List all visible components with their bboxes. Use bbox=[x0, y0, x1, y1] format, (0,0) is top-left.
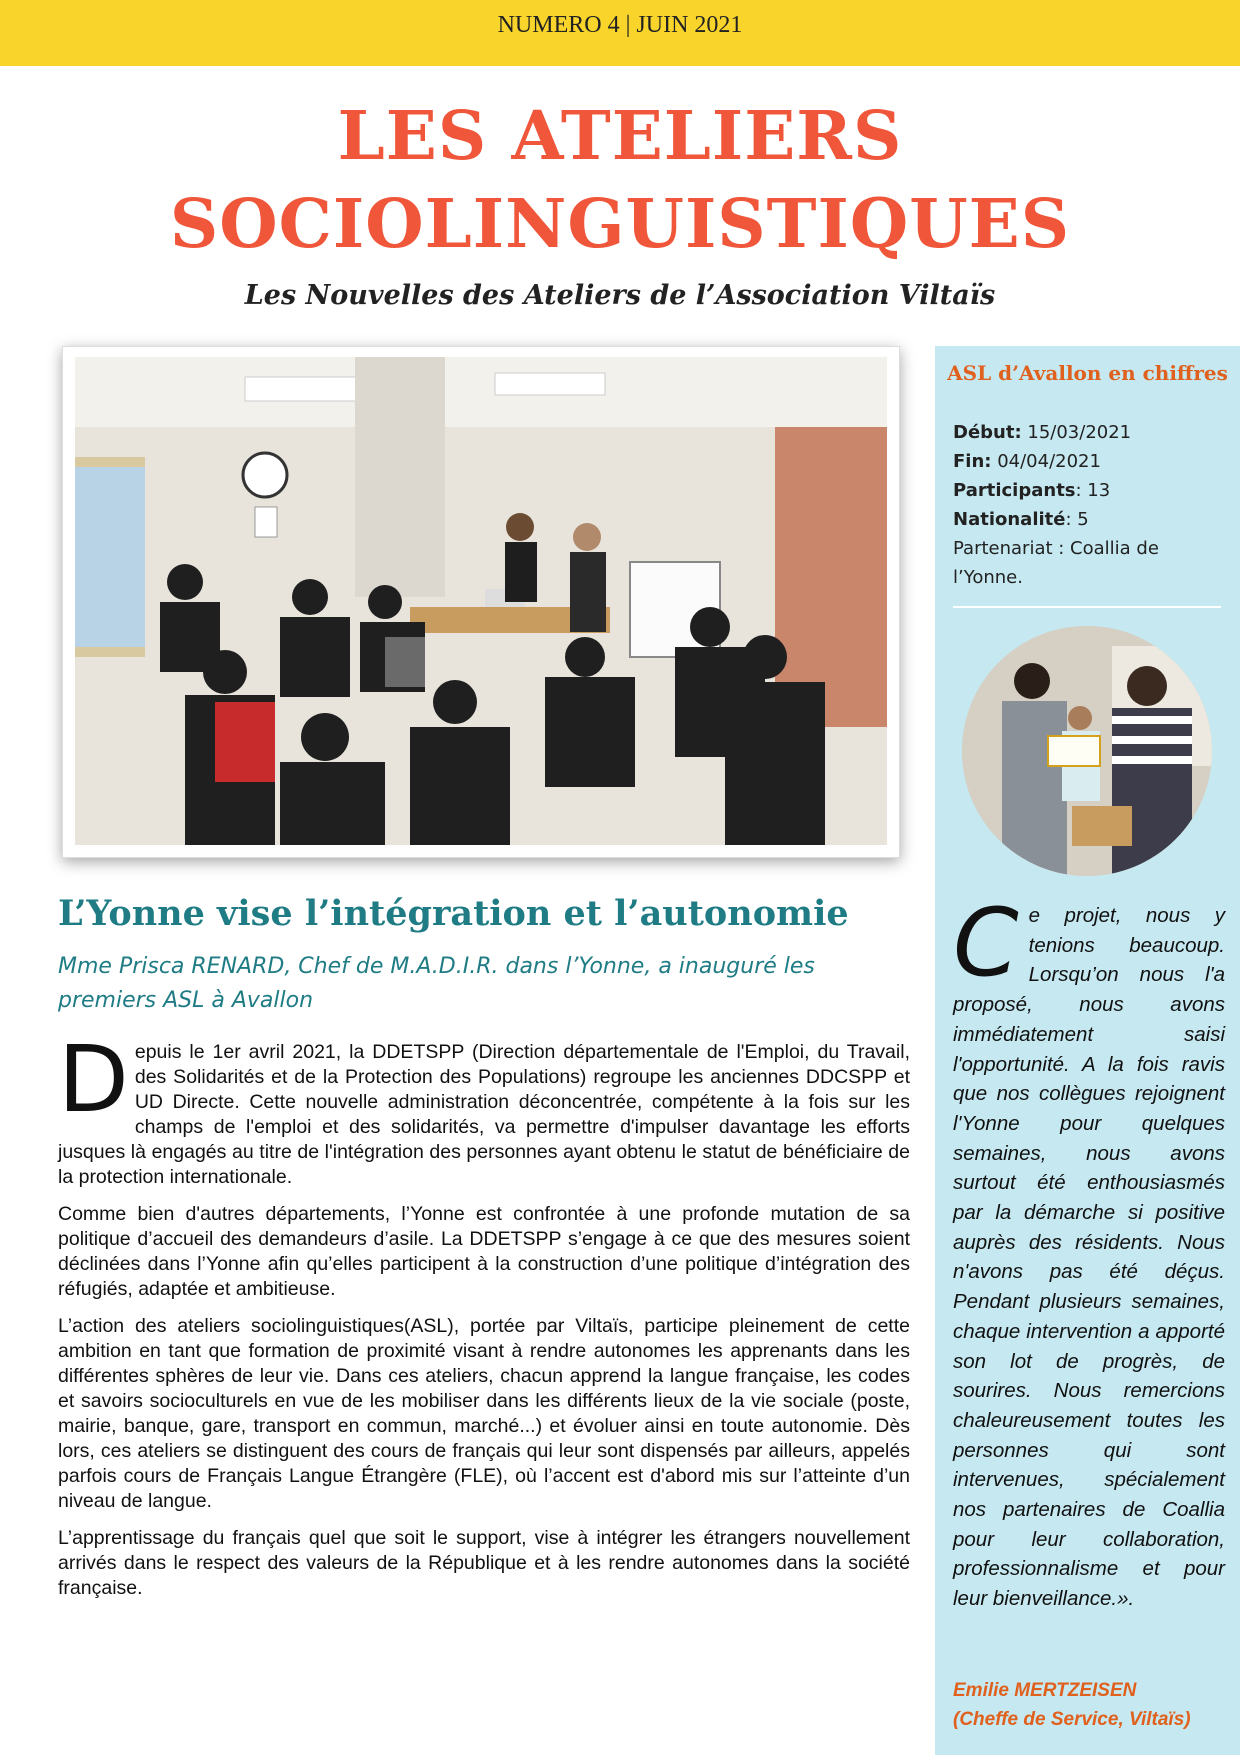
certificate-photo bbox=[962, 626, 1212, 876]
fact-value: 04/04/2021 bbox=[991, 451, 1101, 472]
quote-text: e projet, nous y tenions beaucoup. Lorsqu’on nous l'a proposé, nous avons immédiatement saisi l'opportunité. A la fois ravis que nos collègues rejoignent l'Yonne pour quelques semaines, nous avons surtout été enthousiasmés par la démarche si positive auprès des résidents. Nous n'avons pas été déçus. Pendant plusieurs semaines, chaque intervention a apporté son lot de progrès, de sourires. Nous remercions chaleureusement toutes les personnes qui sont intervenues, spécialement nos partenaires de Coallia pour leur collaboration, professionnalisme et pour leur bienveillance.». bbox=[953, 904, 1225, 1611]
quote-signature bbox=[953, 1676, 1233, 1734]
page-subtitle: Les Nouvelles des Ateliers de l’Association Viltaïs bbox=[244, 280, 996, 311]
article-headline: L’Yonne vise l’intégration et l’autonomie bbox=[58, 893, 849, 934]
certificate-illustration bbox=[962, 626, 1212, 876]
fact-participants bbox=[953, 476, 1223, 505]
sidebar bbox=[935, 346, 1240, 1755]
testimonial-quote bbox=[953, 889, 1225, 1614]
fact-label: Nationalité bbox=[953, 509, 1066, 530]
classroom-illustration bbox=[75, 357, 887, 845]
issue-label: NUMERO 4 | JUIN 2021 bbox=[497, 12, 743, 38]
sidebar-title: ASL d’Avallon en chiffres bbox=[947, 361, 1228, 385]
title-line-1: LES ATELIERS bbox=[337, 96, 903, 175]
signer-name: Emilie MERTZEISEN bbox=[953, 1680, 1137, 1701]
fact-value: : 5 bbox=[1065, 509, 1089, 530]
paragraph: L’apprentissage du français quel que soit le support, vise à intégrer les étrangers nouvellement arrivés dans le respect des valeurs de la République et à les rendre autonomes dans la société française. bbox=[58, 1527, 910, 1599]
fact-nationality bbox=[953, 505, 1223, 534]
issue-banner bbox=[0, 0, 1240, 66]
paragraph: Comme bien d'autres départements, l’Yonne est confrontée à une profonde mutation de sa politique d’accueil des demandeurs d’asile. La DDETSPP s’engage à ce que des mesures soient déclinées dans l’Yonne afin qu’elles participent à la construction d’une politique d’intégration des réfugiés, adaptée et ambitieuse. bbox=[58, 1203, 910, 1300]
facts-list bbox=[953, 418, 1223, 592]
drop-cap: D bbox=[58, 1026, 129, 1133]
fact-label: Fin: bbox=[953, 451, 992, 472]
fact-start bbox=[953, 418, 1223, 447]
fact-partnership: Partenariat : Coallia de l’Yonne. bbox=[953, 538, 1159, 588]
paragraph-text: epuis le 1er avril 2021, la DDETSPP (Direction départementale de l'Emploi, du Travail, des Solidarités et de la Protection des Populations) regroupe les anciennes DDCSPP et UD Directe. Cette nouvelle administration déconcentrée, compétente à la fois sur les champs de l'emploi et des solidarités, va permettre d'impulser davantage les efforts jusques là engagés au titre de l'intégration des personnes ayant obtenu le statut de bénéficiaire de la protection internationale. bbox=[58, 1041, 910, 1188]
paragraph: L’action des ateliers sociolinguistiques(ASL), portée par Viltaïs, participe pleinement de cette ambition en tant que formation de proximité visant à rendre autonomes les apprenants dans les différentes sphères de leur vie. Dans ces ateliers, chacun apprend la langue française, les codes et savoirs socioculturels en vue de les mobiliser dans les différents lieux de la vie sociale (poste, mairie, banque, gare, transport en commun, marché...) et évoluer ainsi en toute autonomie. Dès lors, ces ateliers se distinguent des cours de français qui leur sont dispensés par ailleurs, appelés parfois cours de Français Langue Étrangère (FLE), où l’accent est d'abord mis sur l’atteinte d’un niveau de langue. bbox=[58, 1315, 910, 1512]
paragraph bbox=[58, 1026, 910, 1190]
fact-label: Début: bbox=[953, 422, 1022, 443]
quote-initial: C bbox=[953, 889, 1019, 998]
fact-value: 15/03/2021 bbox=[1021, 422, 1132, 443]
signer-role: (Cheffe de Service, Viltaïs) bbox=[953, 1709, 1191, 1730]
fact-value: : 13 bbox=[1075, 480, 1111, 501]
article-body bbox=[58, 1026, 910, 1613]
title-line-2: SOCIOLINGUISTIQUES bbox=[169, 184, 1071, 263]
sidebar-divider bbox=[953, 606, 1221, 608]
fact-end bbox=[953, 447, 1223, 476]
classroom-photo bbox=[62, 346, 900, 858]
page-title bbox=[0, 92, 1240, 268]
article-lead: Mme Prisca RENARD, Chef de M.A.D.I.R. dans l’Yonne, a inauguré les premiers ASL à Avallon bbox=[58, 954, 815, 1013]
fact-label: Participants bbox=[953, 480, 1076, 501]
